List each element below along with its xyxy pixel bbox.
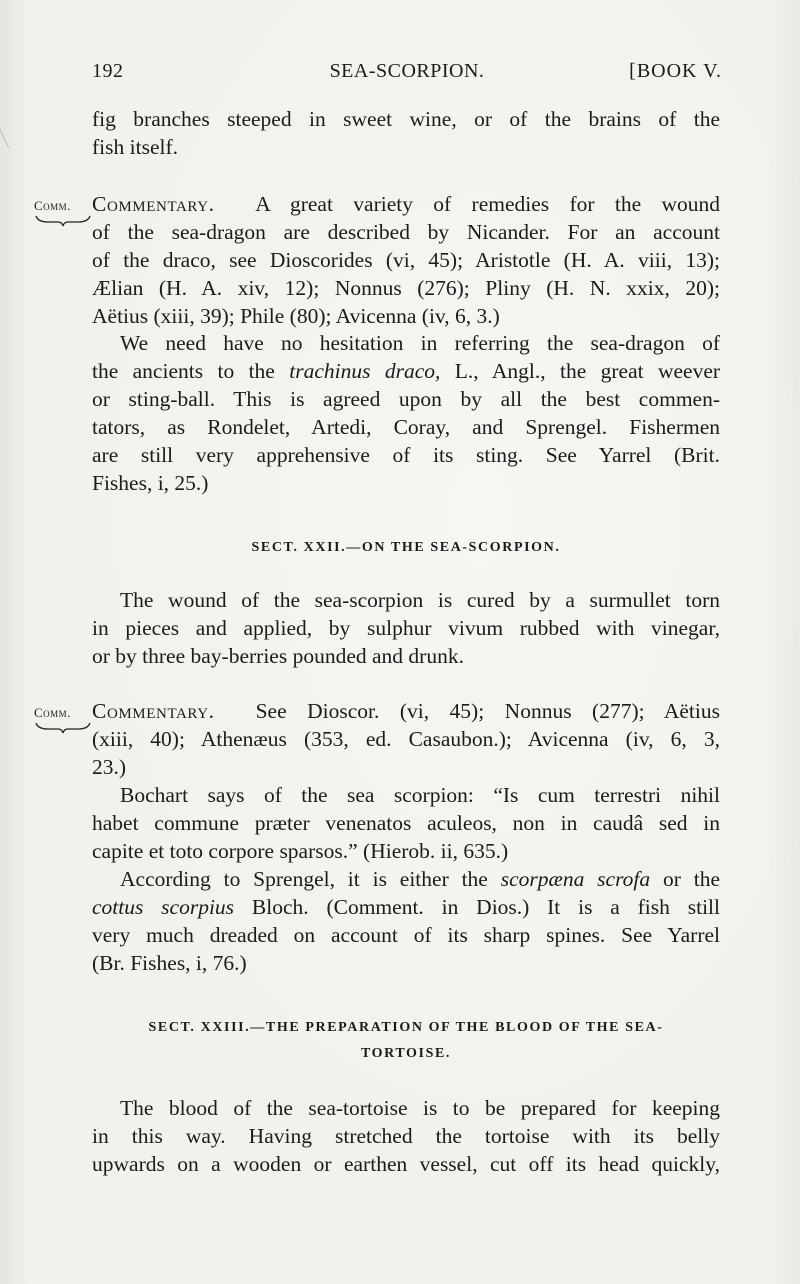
gutter-mark bbox=[0, 120, 15, 148]
book-label: [BOOK V. bbox=[629, 60, 722, 82]
text-line: (Br. Fishes, i, 76.) bbox=[92, 951, 247, 975]
text-span: the ancients to the bbox=[92, 359, 275, 383]
text-line: of the draco, see Dioscorides (vi, 45); Aristotle (H. A. viii, 13); bbox=[92, 248, 720, 272]
text-line: habet commune præter venenatos aculeos, non in caudâ sed in bbox=[92, 811, 720, 835]
text-line: (xiii, 40); Athenæus (353, ed. Casaubon.); Avicenna (iv, 6, 3, bbox=[92, 727, 720, 751]
text-line: upwards on a wooden or earthen vessel, cut off its head quickly, bbox=[92, 1152, 720, 1176]
section-heading-continued: TORTOISE. bbox=[360, 1046, 452, 1061]
text-span: L., Angl., the great weever bbox=[454, 359, 721, 383]
text-line: capite et toto corpore sparsos.” (Hierob. ii, 635.) bbox=[92, 839, 509, 863]
brace-icon bbox=[34, 721, 92, 735]
text-line-mixed bbox=[120, 865, 720, 893]
text-span: According to Sprengel, it is either the bbox=[120, 867, 488, 891]
text-line: of the sea-dragon are described by Nicander. For an account bbox=[92, 220, 720, 244]
text-line: Aëtius (xiii, 39); Phile (80); Avicenna (iv, 6, 3.) bbox=[92, 304, 500, 328]
commentary-first-line bbox=[92, 697, 720, 725]
text-span: See Dioscor. (vi, 45); Nonnus (277); Aëtius bbox=[255, 699, 721, 723]
text-line-mixed bbox=[92, 893, 720, 921]
text-line: fish itself. bbox=[92, 135, 178, 159]
commentary-label: Commentary. bbox=[92, 699, 215, 723]
text-line: in this way. Having stretched the tortoise with its belly bbox=[92, 1124, 720, 1148]
margin-note-comm: Comm. bbox=[34, 705, 71, 720]
text-line: Fishes, i, 25.) bbox=[92, 471, 209, 495]
text-line: Bochart says of the sea scorpion: “Is cum terrestri nihil bbox=[120, 783, 720, 807]
text-line: fig branches steeped in sweet wine, or of the brains of the bbox=[92, 107, 720, 131]
text-line: 23.) bbox=[92, 755, 127, 779]
text-span: or the bbox=[663, 867, 721, 891]
brace-icon bbox=[34, 214, 92, 228]
text-line: We need have no hesitation in referring the sea-dragon of bbox=[120, 331, 720, 355]
running-title: SEA-SCORPION. bbox=[329, 60, 485, 82]
text-line: The blood of the sea-tortoise is to be prepared for keeping bbox=[120, 1096, 720, 1120]
text-line: Ælian (H. A. xiv, 12); Nonnus (276); Pliny (H. N. xxix, 20); bbox=[92, 276, 720, 300]
text-span: Bloch. (Comment. in Dios.) It is a fish still bbox=[251, 895, 720, 919]
page-number: 192 bbox=[92, 60, 124, 82]
text-line-mixed bbox=[92, 357, 720, 385]
text-line: very much dreaded on account of its sharp spines. See Yarrel bbox=[92, 923, 720, 947]
species-name: scorpæna scrofa bbox=[500, 867, 651, 891]
text-line: or sting-ball. This is agreed upon by all the best commen- bbox=[92, 387, 720, 411]
text-line: The wound of the sea-scorpion is cured by a surmullet torn bbox=[120, 588, 720, 612]
species-name: trachinus draco, bbox=[289, 359, 441, 383]
text-line: in pieces and applied, by sulphur vivum rubbed with vinegar, bbox=[92, 616, 720, 640]
section-heading: SECT. XXII.—ON THE SEA-SCORPION. bbox=[251, 540, 561, 555]
commentary-label: Commentary. bbox=[92, 192, 215, 216]
text-span: A great variety of remedies for the wound bbox=[255, 192, 721, 216]
text-line: are still very apprehensive of its sting. See Yarrel (Brit. bbox=[92, 443, 720, 467]
text-line: or by three bay-berries pounded and drunk. bbox=[92, 644, 464, 668]
text-line: tators, as Rondelet, Artedi, Coray, and Sprengel. Fishermen bbox=[92, 415, 720, 439]
species-name: cottus scorpius bbox=[92, 895, 235, 919]
commentary-first-line bbox=[92, 190, 720, 218]
margin-note-comm: Comm. bbox=[34, 198, 71, 213]
section-heading: SECT. XXIII.—THE PREPARATION OF THE BLOOD OF THE SEA- bbox=[148, 1020, 664, 1035]
running-header bbox=[92, 60, 722, 86]
